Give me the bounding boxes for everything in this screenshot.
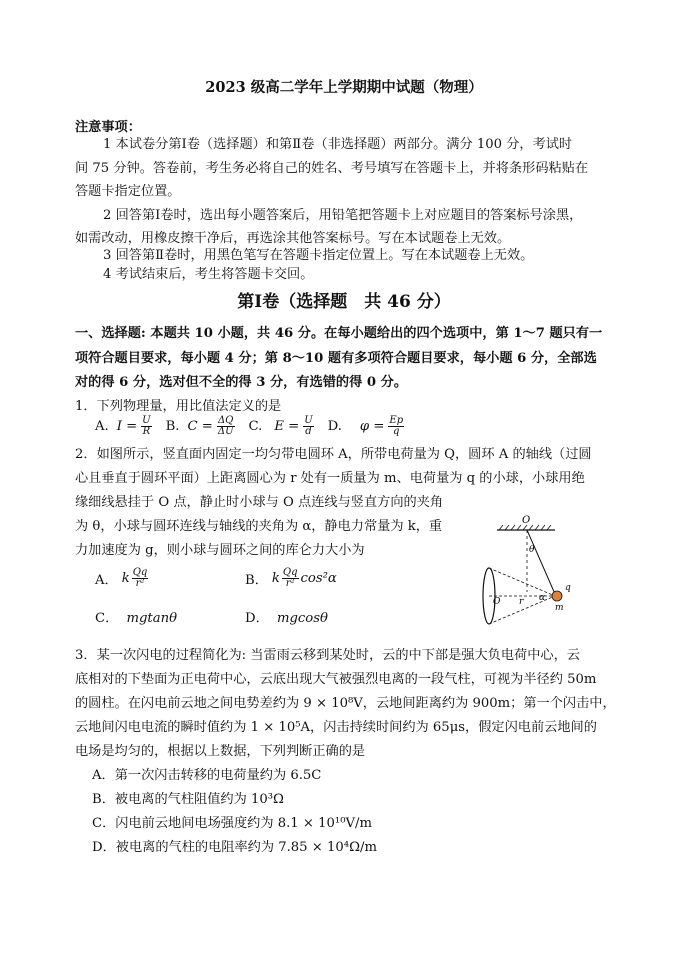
numerator: Qq [132,567,148,578]
notice-line: 间 75 分钟。答卷前，考生务必将自己的姓名、考号填写在答题卡上，并将条形码粘贴在 [75,161,589,176]
notice-line: 2 回答第Ⅰ卷时，选出每小题答案后，用铅笔把答题卡上对应题目的答案标号涂黑， [103,208,583,223]
q2-option-a-label: A． [95,573,118,588]
numerator: Qq [282,567,298,578]
ball [552,591,562,601]
q1-option-c-label: C. [248,419,263,434]
q2-option-c [95,607,177,626]
thread [527,530,555,594]
numerator: ΔQ [217,415,234,426]
notice-line: 3 回答第Ⅱ卷时，用黑色笔写在答题卡指定位置上。写在本试题卷上无效。 [103,248,534,263]
q1-option-b-label: B. [165,419,180,434]
q2-option-a [95,568,150,589]
q2-option-a-k: k [121,571,130,586]
label-o-center: O [493,597,501,607]
label-r: r [519,597,524,607]
q3-line: 底相对的下垫面为正电荷中心，云底出现大气被强烈电离的一段气柱，可视为半径约 50m [75,672,597,687]
q2-line: 缘细线悬挂于 O 点，静止时小球与 O 点连线与竖直方向的夹角 [75,495,444,510]
q3-line: 电场是均匀的，根据以上数据，下列判断正确的是 [75,744,366,759]
q3-option-d: D．被电离的气柱的电阻率约为 7.85 × 10⁴Ω/m [92,840,377,855]
denominator: ΔU [217,426,234,437]
q2-line: 力加速度为 g，则小球与圆环之间的库仑力大小为 [75,543,365,558]
q1-option-a-fraction [141,416,151,437]
q1-option-b-fraction [217,416,235,437]
q1-option-c-fraction [303,416,313,437]
q3-option-a: A．第一次闪击转移的电荷量约为 6.5C [92,768,322,783]
label-q: q [565,583,571,593]
page-title: 2023 级高二学年上学期期中试题（物理） [205,79,483,96]
q3-line: 的圆柱。在闪电前云地之间电势差约为 9 × 10⁸V，云地间距离约为 900m；第一个闪击中， [75,696,616,711]
q3-line: 3．某一次闪电的过程简化为: 当雷雨云移到某处时，云的中下部是强大负电荷中心，云 [75,648,580,663]
denominator: d [305,426,312,437]
label-o-top: O [522,515,531,526]
q2-option-b-label: B． [245,573,268,588]
q1-option-a-lhs: I = [116,419,138,434]
q2-line: 心且垂直于圆环平面）上距离圆心为 r 处有一质量为 m、电荷量为 q 的小球，小球用绝 [75,471,585,486]
q2-line: 为 θ，小球与圆环连线与轴线的夹角为 α，静电力常量为 k，重 [75,519,443,534]
q2-option-b [245,568,337,589]
notice-line: 4 考试结束后，考生将答题卡交回。 [103,267,314,282]
label-alpha: α [539,593,546,603]
q2-option-b-fraction [282,568,299,589]
q1-option-d-lhs: φ = [359,419,385,434]
label-m: m [555,603,564,613]
denominator: r² [135,578,145,589]
notice-line: 如需改动，用橡皮擦干净后，再选涂其他答案标号。写在本试题卷上无效。 [75,231,511,246]
q1-option-d-fraction [388,416,404,437]
notice-line: 1 本试卷分第Ⅰ卷（选择题）和第Ⅱ卷（非选择题）两部分。满分 100 分，考试时 [103,137,573,152]
label-theta: θ [529,545,535,555]
q1-option-d-label: D. [327,419,342,434]
notice-heading: 注意事项： [75,120,141,135]
numerator: U [142,415,151,426]
q2-option-b-k: k [271,571,280,586]
denominator: R [142,426,151,437]
q1-option-a-label: A. [95,419,109,434]
q1-option-c-lhs: E = [274,419,300,434]
q2-option-b-post: cos²α [300,571,337,586]
q2-option-a-fraction [132,568,149,589]
q2-option-d-text: mgcosθ [276,611,328,626]
q2-option-d-label: D． [245,611,269,626]
q3-option-b: B．被电离的气柱阻值约为 10³Ω [92,792,284,807]
q1-options [95,416,406,437]
q1-stem: 1．下列物理量，用比值法定义的是 [75,399,282,414]
q2-option-d [245,607,328,626]
section-title: 第Ⅰ卷（选择题 共 46 分） [237,292,451,312]
numerator: Ep [389,415,404,426]
notice-line: 答题卡指定位置。 [75,184,181,199]
q2-figure [475,512,605,627]
part1-intro: 对的得 6 分，选对但不全的得 3 分，有选错的得 0 分。 [75,375,408,390]
denominator: q [393,426,400,437]
q3-option-c: C．闪电前云地间电场强度约为 8.1 × 10¹⁰V/m [92,816,372,831]
q3-line: 云地间闪电电流的瞬时值约为 1 × 10⁵A，闪击持续时间约为 65μs，假定闪电前云地间的 [75,720,597,735]
part1-intro: 一、选择题: 本题共 10 小题，共 46 分。在每小题给出的四个选项中，第 1～7 题只有一 [75,326,603,341]
numerator: U [304,415,313,426]
q2-option-c-label: C． [95,611,119,626]
q2-line: 2．如图所示，竖直面内固定一均匀带电圆环 A，所带电荷量为 Q，圆环 A 的轴线（过圆 [75,447,592,462]
part1-intro: 项符合题目要求，每小题 4 分；第 8～10 题有多项符合题目要求，每小题 6 分，全部选 [75,351,597,366]
denominator: r² [285,578,295,589]
q1-option-b-lhs: C = [187,419,213,434]
q2-option-c-text: mgtanθ [126,611,178,626]
